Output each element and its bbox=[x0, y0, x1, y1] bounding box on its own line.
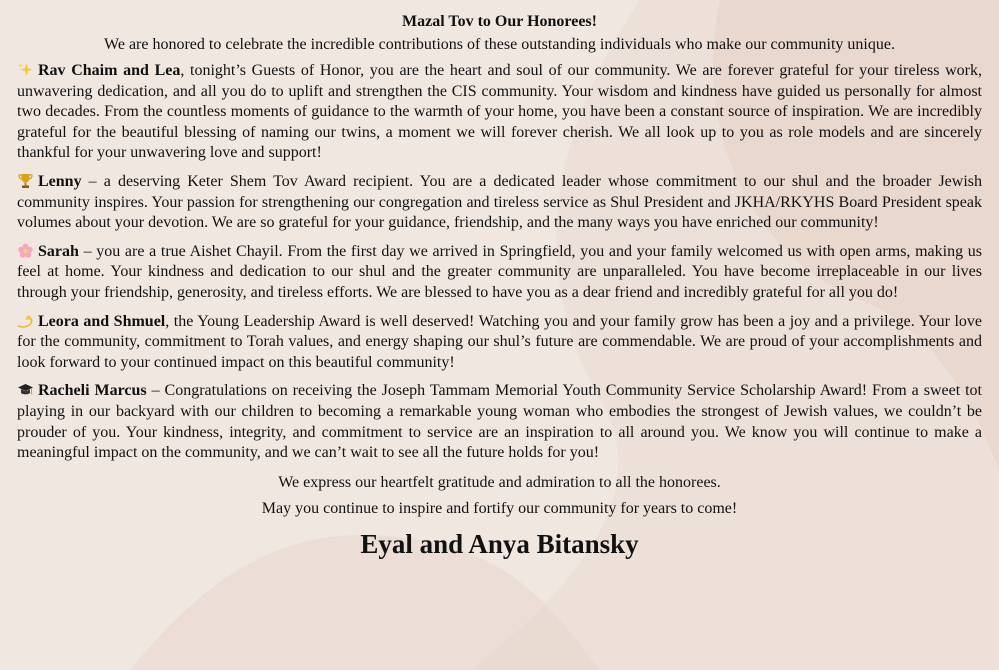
sparkles-icon bbox=[17, 62, 34, 77]
page-title: Mazal Tov to Our Honorees! bbox=[402, 13, 597, 30]
honoree-paragraph bbox=[17, 61, 982, 164]
honoree-paragraph bbox=[17, 242, 982, 304]
honoree-text: , the Young Leadership Award is well deserved! Watching you and your family grow has been a joy and a privilege. Your love for the community, commitment to Torah values, and energy shaping our shul’s future are commendable. We are proud of your accomplishments and look forward to your continued impact on this beautiful community! bbox=[17, 312, 982, 371]
honoree-text: – you are a true Aishet Chayil. From the first day we arrived in Springfield, you and your family welcomed us with open arms, making us feel at home. Your kindness and dedication to our shul and the greater community are unparalleled. You have become irreplaceable in our lives through your friendship, generosity, and tireless efforts. We are blessed to have you as a dear friend and incredibly grateful for all you do! bbox=[17, 242, 982, 301]
closing-line: We express our heartfelt gratitude and admiration to all the honorees. bbox=[278, 473, 721, 491]
honoree-text: , tonight’s Guests of Honor, you are the heart and soul of our community. We are forever grateful for your tireless work, unwavering dedication, and all you do to uplift and strengthen the CIS community. Your wisdom and kindness have guided us personally for almost two decades. From the countless moments of guidance to the warmth of your home, you have been a constant source of inspiration. We are incredibly grateful for the beautiful blessing of naming our twins, a moment we will forever cherish. We all look up to you as role models and are sincerely thankful for your unwavering love and support! bbox=[17, 62, 982, 162]
honoree-text: – a deserving Keter Shem Tov Award recipient. You are a dedicated leader whose commitment to our shul and the broader Jewish community inspires. Your passion for strengthening our congregation and tireless service as Shul President and JKHA/RKYHS Board President speak volumes about your devotion. We are so grateful for your guidance, friendship, and the many ways you have enriched our community! bbox=[17, 172, 982, 232]
honoree-name: Racheli Marcus bbox=[38, 382, 147, 400]
honoree-paragraph bbox=[17, 172, 982, 234]
dizzy-star-icon bbox=[17, 313, 34, 328]
trophy-icon bbox=[17, 173, 34, 188]
honoree-name: Leora and Shmuel bbox=[38, 312, 166, 330]
cherry-blossom-icon bbox=[17, 243, 34, 258]
honoree-paragraph bbox=[17, 312, 982, 374]
honoree-name: Sarah bbox=[38, 242, 79, 260]
honoree-name: Rav Chaim and Lea bbox=[38, 62, 181, 79]
intro-text: We are honored to celebrate the incredible contributions of these outstanding individuals who make our community unique. bbox=[104, 36, 895, 53]
honoree-name: Lenny bbox=[38, 172, 82, 190]
honoree-text: – Congratulations on receiving the Joseph Tammam Memorial Youth Community Service Scholarship Award! From a sweet tot playing in our backyard with our children to becoming a remarkable young woman who embodies the strongest of Jewish values, we couldn’t be prouder of you. Your kindness, integrity, and commitment to service are an inspiration to all around you. We know you will continue to make a meaningful impact on the community, and we can’t wait to see all the future holds for you! bbox=[17, 382, 982, 462]
honoree-paragraph bbox=[17, 381, 982, 463]
closing-line: May you continue to inspire and fortify our community for years to come! bbox=[261, 499, 738, 517]
signature: Eyal and Anya Bitansky bbox=[360, 528, 639, 559]
graduation-cap-icon bbox=[17, 382, 34, 397]
